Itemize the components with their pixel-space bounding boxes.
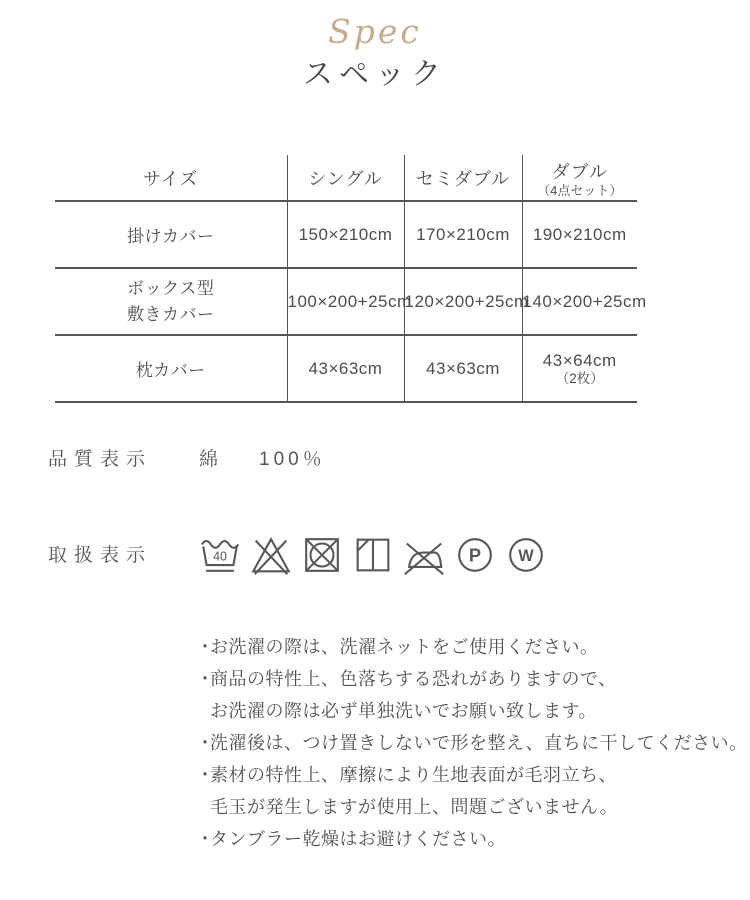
note-text: 毛玉が発生しますが使用上、問題ございません。: [210, 797, 619, 817]
size-spec-table: [55, 155, 647, 403]
col-header-single: シングル: [287, 155, 404, 201]
col-header-double-label: ダブル: [551, 161, 608, 182]
no-tumble-dry-icon: [299, 532, 345, 578]
note-text: 素材の特性上、摩擦により生地表面が毛羽立ち、: [210, 765, 617, 785]
note-line: [196, 631, 748, 663]
spec-script-heading: Spec: [328, 12, 422, 51]
cell-semidouble: 43×63cm: [404, 335, 522, 402]
table-row-pillow-cover: [55, 335, 637, 402]
note-text: タンブラー乾燥はお避けください。: [210, 829, 506, 849]
care-icons: [197, 532, 549, 578]
care-label: 取扱表示: [48, 545, 153, 566]
col-header-size: サイズ: [55, 155, 287, 201]
wet-clean-w-icon: [503, 532, 549, 578]
note-line: [196, 823, 748, 855]
cell-double: 190×210cm: [522, 201, 637, 268]
shade-hang-dry-icon: [350, 532, 396, 578]
note-bullet: ・: [196, 733, 215, 753]
row-label-line2: 敷きカバー: [127, 304, 215, 324]
note-bullet: ・: [196, 669, 215, 689]
col-header-double: [522, 155, 637, 201]
note-bullet: ・: [196, 765, 215, 785]
note-text: お洗濯の際は必ず単独洗いでお願い致します。: [210, 701, 598, 721]
no-bleach-icon: [248, 532, 294, 578]
dry-clean-p-icon: [452, 532, 498, 578]
page-title: スペック: [303, 57, 447, 92]
note-line: [196, 695, 748, 727]
note-bullet: ・: [196, 829, 215, 849]
row-label: [55, 268, 287, 335]
row-label-line1: ボックス型: [127, 278, 215, 298]
cell-semidouble: 120×200+25cm: [404, 268, 522, 335]
note-bullet: [196, 695, 210, 727]
note-line: [196, 759, 748, 791]
note-text: お洗濯の際は、洗濯ネットをご使用ください。: [210, 637, 599, 657]
cell-double: 140×200+25cm: [522, 268, 637, 335]
col-header-double-sub: （4点セット）: [537, 182, 623, 198]
care-section: [48, 532, 549, 578]
row-label: 掛けカバー: [55, 201, 287, 268]
table-row-duvet-cover: [55, 201, 637, 268]
cell-double-value: 43×64cm: [542, 351, 617, 370]
note-bullet: ・: [196, 637, 215, 657]
quality-section: [48, 444, 326, 471]
svg-text:40: 40: [213, 549, 227, 564]
cell-double-sub: （2枚）: [555, 371, 604, 386]
wash-40-mild-icon: [197, 532, 243, 578]
quality-label: 品質表示: [48, 449, 153, 470]
note-line: [196, 791, 748, 823]
cell-single: 43×63cm: [287, 335, 404, 402]
table-row-box-sheet: [55, 268, 637, 335]
note-line: [196, 663, 748, 695]
quality-material: 綿: [199, 449, 221, 470]
no-iron-icon: [401, 532, 447, 578]
cell-single: 100×200+25cm: [287, 268, 404, 335]
note-text: 洗濯後は、つけ置きしないで形を整え、直ちに干してください。: [210, 733, 748, 753]
quality-value: 100％: [259, 449, 326, 470]
table-header-row: [55, 155, 637, 201]
notes-list: [196, 631, 748, 855]
note-bullet: [196, 791, 210, 823]
cell-double: [522, 335, 637, 402]
note-line: [196, 727, 748, 759]
note-text: 商品の特性上、色落ちする恐れがありますので、: [210, 669, 617, 689]
svg-text:P: P: [468, 545, 482, 566]
svg-text:W: W: [518, 546, 534, 565]
row-label: 枕カバー: [55, 335, 287, 402]
col-header-semidouble: セミダブル: [404, 155, 522, 201]
cell-semidouble: 170×210cm: [404, 201, 522, 268]
cell-single: 150×210cm: [287, 201, 404, 268]
